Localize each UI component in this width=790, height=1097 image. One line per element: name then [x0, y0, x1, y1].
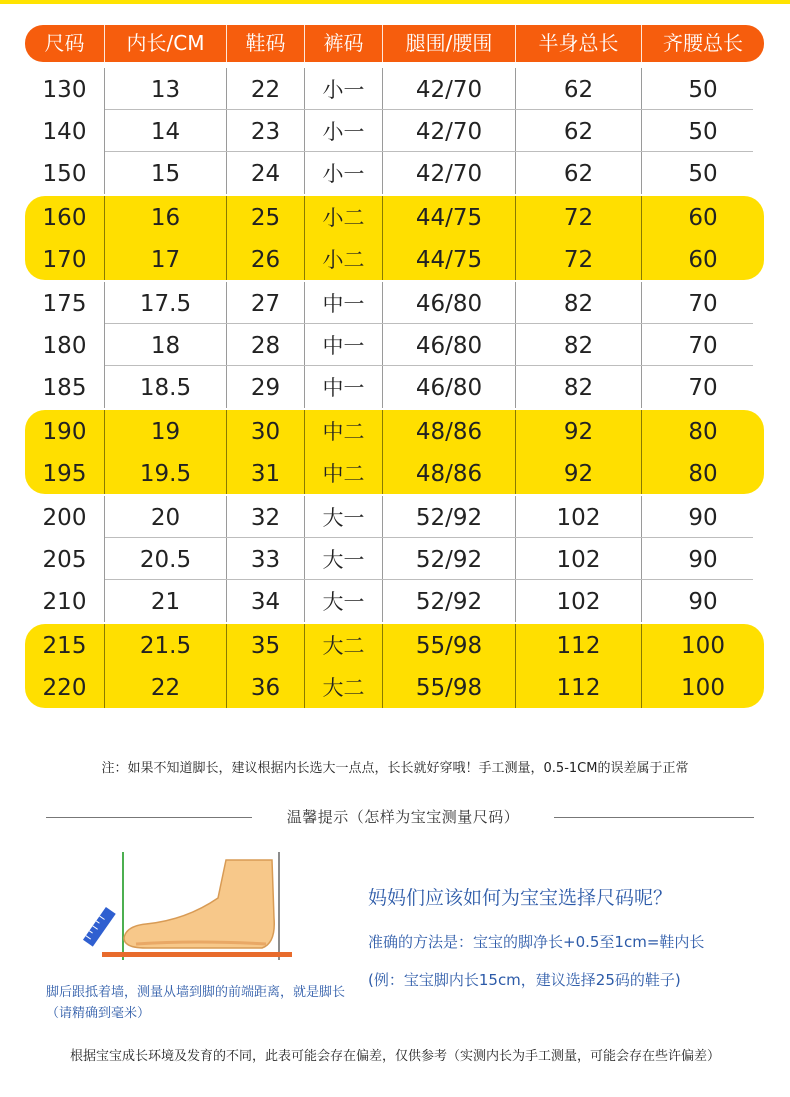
table-cell: 102	[516, 580, 642, 622]
table-cell: 72	[516, 196, 642, 238]
table-cell: 220	[25, 666, 105, 708]
table-cell: 190	[25, 410, 105, 452]
table-cell: 大二	[305, 624, 383, 666]
table-row	[25, 196, 764, 238]
highlight-band	[25, 624, 764, 708]
table-cell: 21.5	[105, 624, 227, 666]
table-cell: 25	[227, 196, 305, 238]
table-cell: 小一	[305, 152, 383, 194]
table-row	[25, 410, 764, 452]
table-cell: 15	[105, 152, 227, 194]
foot-measure-icon	[76, 848, 296, 968]
table-row	[25, 496, 764, 538]
table-cell: 62	[516, 152, 642, 194]
table-cell: 大一	[305, 496, 383, 538]
measurement-note: 注：如果不知道脚长，建议根据内长选大一点点，长长就好穿哦！手工测量，0.5-1CM的误差属于正常	[101, 761, 689, 776]
table-cell: 170	[25, 238, 105, 280]
top-accent-line	[0, 0, 790, 4]
table-cell: 52/92	[383, 496, 516, 538]
table-cell: 小一	[305, 68, 383, 110]
table-row	[25, 152, 764, 194]
table-cell: 55/98	[383, 624, 516, 666]
table-cell: 102	[516, 538, 642, 580]
table-cell: 70	[688, 291, 718, 317]
header-cell: 腿围/腰围	[383, 25, 516, 62]
table-cell: 80	[688, 461, 718, 487]
table-row	[25, 624, 764, 666]
table-cell: 36	[227, 666, 305, 708]
table-cell: 42/70	[383, 68, 516, 110]
table-cell: 中一	[305, 366, 383, 408]
table-cell: 205	[25, 538, 105, 580]
table-cell: 46/80	[383, 366, 516, 408]
table-cell: 100	[681, 633, 725, 659]
table-cell: 23	[227, 110, 305, 152]
table-cell: 小一	[305, 110, 383, 152]
table-cell: 70	[688, 333, 718, 359]
table-cell: 44/75	[383, 196, 516, 238]
table-cell: 200	[25, 496, 105, 538]
table-cell: 50	[688, 119, 718, 145]
table-cell: 215	[25, 624, 105, 666]
table-cell: 210	[25, 580, 105, 622]
table-cell: 31	[227, 452, 305, 494]
table-cell: 13	[105, 68, 227, 110]
table-cell: 52/92	[383, 538, 516, 580]
table-cell: 55/98	[383, 666, 516, 708]
table-row	[25, 282, 764, 324]
tip-title: 温馨提示（怎样为宝宝测量尺码）	[286, 808, 520, 826]
table-row	[25, 538, 764, 580]
table-cell: 70	[688, 375, 718, 401]
table-cell: 92	[516, 452, 642, 494]
table-cell: 180	[25, 324, 105, 366]
table-cell: 29	[227, 366, 305, 408]
table-cell: 42/70	[383, 110, 516, 152]
table-cell: 50	[688, 77, 718, 103]
table-cell: 19.5	[105, 452, 227, 494]
table-cell: 34	[227, 580, 305, 622]
table-row	[25, 110, 764, 152]
table-cell: 160	[25, 196, 105, 238]
table-cell: 48/86	[383, 410, 516, 452]
highlight-band	[25, 196, 764, 280]
table-cell: 185	[25, 366, 105, 408]
table-row	[25, 68, 764, 110]
table-cell: 33	[227, 538, 305, 580]
table-cell: 102	[516, 496, 642, 538]
header-cell: 鞋码	[227, 25, 305, 62]
disclaimer: 根据宝宝成长环境及发育的不同，此表可能会存在偏差，仅供参考（实测内长为手工测量，可能会存在些许偏差）	[69, 1049, 720, 1064]
table-cell: 72	[516, 238, 642, 280]
table-cell: 42/70	[383, 152, 516, 194]
table-cell: 50	[688, 161, 718, 187]
howto-example: (例：宝宝脚内长15cm，建议选择25码的鞋子)	[368, 971, 681, 989]
header-cell: 半身总长	[516, 25, 642, 62]
table-row	[25, 238, 764, 280]
table-cell: 82	[516, 366, 642, 408]
table-cell: 175	[25, 282, 105, 324]
table-cell: 16	[105, 196, 227, 238]
table-cell: 中一	[305, 282, 383, 324]
header-cell: 裤码	[305, 25, 383, 62]
table-cell: 90	[688, 505, 718, 531]
table-cell: 92	[516, 410, 642, 452]
table-cell: 52/92	[383, 580, 516, 622]
table-row	[25, 366, 764, 408]
table-cell: 20	[105, 496, 227, 538]
table-cell: 48/86	[383, 452, 516, 494]
foot-caption: 脚后跟抵着墙，测量从墙到脚的前端距离，就是脚长（请精确到毫米）	[46, 985, 346, 1021]
table-cell: 中二	[305, 410, 383, 452]
highlight-band	[25, 410, 764, 494]
table-cell: 112	[516, 666, 642, 708]
table-cell: 60	[688, 247, 718, 273]
table-cell: 82	[516, 282, 642, 324]
table-cell: 27	[227, 282, 305, 324]
table-cell: 44/75	[383, 238, 516, 280]
table-cell: 46/80	[383, 324, 516, 366]
table-cell: 30	[227, 410, 305, 452]
table-row	[25, 452, 764, 494]
table-cell: 28	[227, 324, 305, 366]
table-cell: 100	[681, 675, 725, 701]
table-cell: 82	[516, 324, 642, 366]
table-cell: 小二	[305, 196, 383, 238]
table-cell: 24	[227, 152, 305, 194]
howto-method: 准确的方法是：宝宝的脚净长+0.5至1cm=鞋内长	[368, 933, 705, 951]
table-cell: 19	[105, 410, 227, 452]
table-row	[25, 666, 764, 708]
table-cell: 195	[25, 452, 105, 494]
table-cell: 中二	[305, 452, 383, 494]
table-cell: 60	[688, 205, 718, 231]
table-cell: 26	[227, 238, 305, 280]
howto-title: 妈妈们应该如何为宝宝选择尺码呢？	[368, 887, 673, 909]
table-cell: 20.5	[105, 538, 227, 580]
table-cell: 150	[25, 152, 105, 194]
table-cell: 大一	[305, 580, 383, 622]
table-row	[25, 580, 764, 622]
table-cell: 21	[105, 580, 227, 622]
table-row	[25, 324, 764, 366]
size-table-body	[25, 68, 764, 710]
table-cell: 140	[25, 110, 105, 152]
table-cell: 14	[105, 110, 227, 152]
header-cell: 内长/CM	[105, 25, 227, 62]
table-cell: 18.5	[105, 366, 227, 408]
table-cell: 90	[688, 589, 718, 615]
header-cell: 齐腰总长	[663, 31, 743, 55]
table-cell: 112	[516, 624, 642, 666]
divider-right	[554, 817, 754, 818]
table-cell: 17	[105, 238, 227, 280]
table-cell: 130	[25, 68, 105, 110]
table-cell: 大二	[305, 666, 383, 708]
size-table-header	[25, 25, 764, 62]
table-cell: 中一	[305, 324, 383, 366]
table-cell: 32	[227, 496, 305, 538]
table-cell: 62	[516, 110, 642, 152]
table-cell: 小二	[305, 238, 383, 280]
table-cell: 62	[516, 68, 642, 110]
table-cell: 90	[688, 547, 718, 573]
table-cell: 35	[227, 624, 305, 666]
table-cell: 18	[105, 324, 227, 366]
table-cell: 80	[688, 419, 718, 445]
table-cell: 22	[227, 68, 305, 110]
table-cell: 46/80	[383, 282, 516, 324]
table-cell: 17.5	[105, 282, 227, 324]
table-cell: 大一	[305, 538, 383, 580]
table-cell: 22	[105, 666, 227, 708]
divider-left	[46, 817, 252, 818]
header-cell: 尺码	[25, 25, 105, 62]
